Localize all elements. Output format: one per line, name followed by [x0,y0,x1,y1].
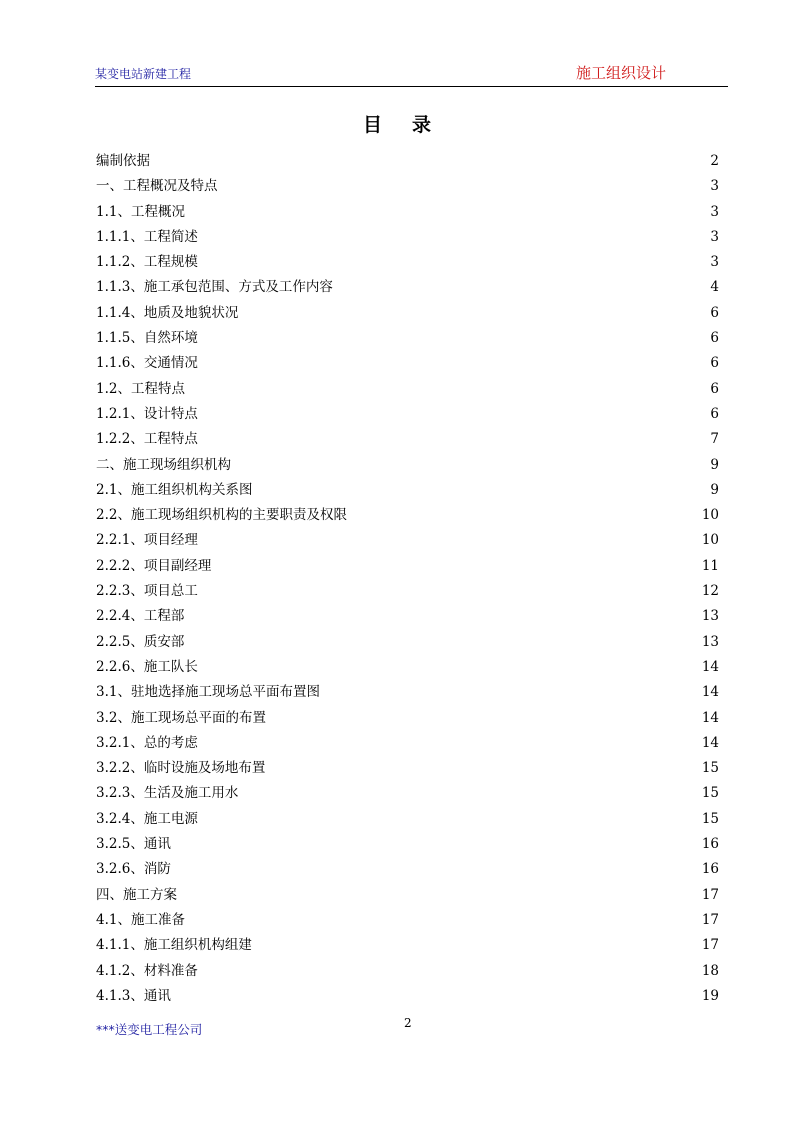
toc-entry-page: 17 [701,911,719,928]
toc-entry[interactable] [96,301,719,326]
toc-entry-label: 1.1、工程概况 [96,203,185,220]
toc-entry[interactable] [96,832,719,857]
toc-entry[interactable] [96,453,719,478]
toc-entry-label: 2.2.5、质安部 [96,633,185,650]
toc-entry-label: 3.2、施工现场总平面的布置 [96,709,266,726]
toc-entry-label: 1.1.1、工程简述 [96,228,198,245]
toc-entry-label: 4.1.3、通讯 [96,987,171,1004]
toc-entry-page: 16 [701,861,719,878]
toc-entry-label: 二、施工现场组织机构 [96,456,231,473]
toc-entry[interactable] [96,351,719,376]
toc-entry-page: 14 [701,684,719,701]
toc-entry-page: 16 [701,836,719,853]
toc-entry[interactable] [96,883,719,908]
toc-entry[interactable] [96,781,719,806]
toc-entry-page: 3 [710,228,719,245]
toc-entry[interactable] [96,275,719,300]
toc-entry[interactable] [96,959,719,984]
toc-entry[interactable] [96,984,719,1009]
toc-entry-page: 3 [710,178,719,195]
toc-entry-label: 2.1、施工组织机构关系图 [96,481,253,498]
toc-entry-page: 6 [710,405,719,422]
toc-entry-page: 19 [701,987,719,1004]
toc-entry-page: 6 [710,355,719,372]
toc-entry-page: 4 [710,279,719,296]
toc-entry[interactable] [96,604,719,629]
toc-entry-page: 17 [701,937,719,954]
toc-entry-label: 3.2.2、临时设施及场地布置 [96,760,266,777]
toc-entry[interactable] [96,225,719,250]
toc-heading: 目录 [362,114,461,136]
toc-entry-label: 3.2.6、消防 [96,861,171,878]
toc-entry-page: 10 [701,507,719,524]
toc-entry-label: 2.2.1、项目经理 [96,532,198,549]
toc-entry-label: 1.1.4、地质及地貌状况 [96,304,239,321]
toc-entry[interactable] [96,706,719,731]
toc-entry-label: 3.2.4、施工电源 [96,810,198,827]
toc-entry[interactable] [96,731,719,756]
toc-entry[interactable] [96,554,719,579]
toc-entry-page: 3 [710,203,719,220]
toc-entry[interactable] [96,149,719,174]
toc-entry-page: 14 [701,734,719,751]
toc-entry-label: 1.1.3、施工承包范围、方式及工作内容 [96,279,333,296]
toc-entry-page: 14 [701,658,719,675]
toc-entry[interactable] [96,174,719,199]
toc-entry-page: 17 [701,886,719,903]
toc-entry[interactable] [96,579,719,604]
toc-entry-label: 1.1.5、自然环境 [96,330,198,347]
header-project-name: 某变电站新建工程 [95,67,192,81]
toc-entry[interactable] [96,528,719,553]
toc-entry-label: 4.1.2、材料准备 [96,962,198,979]
toc-entry-label: 2.2.4、工程部 [96,608,185,625]
toc-entry[interactable] [96,756,719,781]
toc-entry-label: 2.2、施工现场组织机构的主要职责及权限 [96,507,347,524]
toc-entry-label: 四、施工方案 [96,886,177,903]
toc-entry[interactable] [96,478,719,503]
toc-entry-label: 4.1、施工准备 [96,911,185,928]
toc-entry[interactable] [96,250,719,275]
toc-entry-label: 2.2.2、项目副经理 [96,557,212,574]
toc-entry-label: 1.1.2、工程规模 [96,254,198,271]
toc-entry[interactable] [96,427,719,452]
page-header [95,60,728,87]
toc-entry[interactable] [96,630,719,655]
toc-entry-page: 6 [710,330,719,347]
toc-entry-label: 3.1、驻地选择施工现场总平面布置图 [96,684,320,701]
toc-entry[interactable] [96,908,719,933]
toc-entry[interactable] [96,200,719,225]
toc-entry-page: 9 [710,456,719,473]
toc-entry-page: 18 [701,962,719,979]
toc-entry-page: 6 [710,380,719,397]
toc-entry-label: 4.1.1、施工组织机构组建 [96,937,252,954]
toc-entry-page: 12 [701,583,719,600]
header-document-title: 施工组织设计 [575,64,666,82]
toc-entry-label: 1.1.6、交通情况 [96,355,198,372]
toc-entry-page: 14 [701,709,719,726]
toc-entry-page: 7 [710,431,719,448]
toc-entry-label: 编制依据 [96,153,150,169]
toc-entry[interactable] [96,807,719,832]
toc-entry-page: 9 [710,481,719,498]
toc-entry-page: 3 [710,254,719,271]
toc-entry[interactable] [96,680,719,705]
toc-entry-label: 一、工程概况及特点 [96,178,218,195]
toc-entry-page: 10 [701,532,719,549]
toc-entry-page: 15 [701,810,719,827]
toc-entry-label: 3.2.1、总的考虑 [96,734,198,751]
toc-entry-page: 15 [701,785,719,802]
toc-entry[interactable] [96,326,719,351]
toc-entry-label: 1.2.1、设计特点 [96,405,198,422]
toc-entry-page: 2 [710,153,719,169]
toc-entry-page: 11 [701,557,719,574]
toc-entry[interactable] [96,655,719,680]
toc-entry[interactable] [96,503,719,528]
toc-entry[interactable] [96,377,719,402]
toc-entry-label: 3.2.5、通讯 [96,836,171,853]
footer-company-name: ***送变电工程公司 [96,1022,203,1037]
toc-entry-label: 2.2.3、项目总工 [96,583,198,600]
toc-entry-label: 3.2.3、生活及施工用水 [96,785,239,802]
toc-entry-label: 2.2.6、施工队长 [96,658,198,675]
toc-entry-label: 1.2.2、工程特点 [96,431,198,448]
toc-entry-page: 13 [701,633,719,650]
footer-page-number: 2 [404,1016,412,1030]
toc-entry-page: 13 [701,608,719,625]
toc-entry-page: 6 [710,304,719,321]
toc-entry-page: 15 [701,760,719,777]
toc-entry[interactable] [96,933,719,958]
toc-entry[interactable] [96,402,719,427]
toc-entry[interactable] [96,857,719,882]
table-of-contents [96,149,719,1009]
toc-entry-label: 1.2、工程特点 [96,380,185,397]
